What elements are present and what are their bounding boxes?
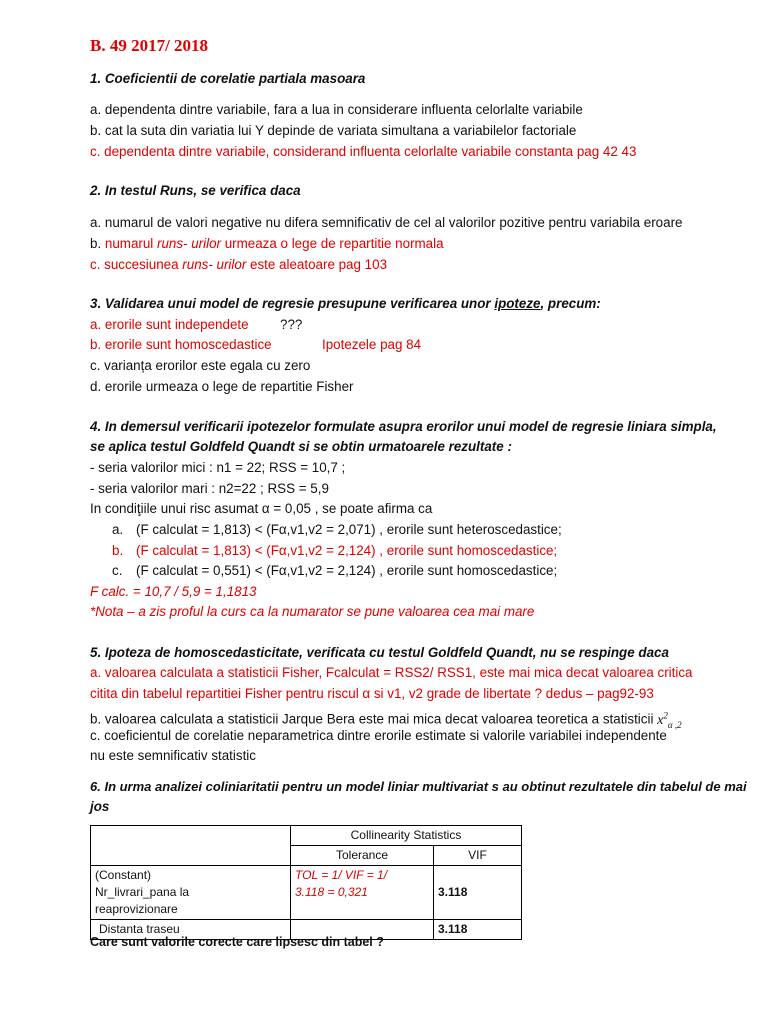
q3-suffix: , precum:: [540, 296, 601, 311]
q4-a-label: a.: [112, 522, 124, 537]
question-4-line-1: 4. In demersul verificarii ipotezelor formulate asupra erorilor unui model de regresie liniara simpla,: [90, 419, 717, 434]
q1-option-c: c. dependenta dintre variabile, considerand influenta celorlalte variabile constanta pag 42 43: [90, 144, 637, 159]
q4-data-line-3: In condiţiile unui risc asumat α = 0,05 , se poate afirma ca: [90, 501, 433, 516]
question-3: [90, 295, 601, 313]
collinearity-table: [90, 825, 522, 940]
table-col-vif: VIF: [434, 846, 522, 866]
q5-option-a-line-1: a. valoarea calculata a statisticii Fisher, Fcalculat = RSS2/ RSS1, este mai mica decat valoarea critica: [90, 665, 693, 680]
q3-b-note: Ipotezele pag 84: [322, 337, 422, 352]
q2-b-text2: urmeaza o lege de repartitie normala: [221, 236, 444, 251]
question-6-line-2: jos: [90, 799, 110, 814]
chi-sup: 2: [663, 710, 668, 720]
table-row-1-vif: 3.118: [434, 866, 522, 920]
q2-b-italic: runs- urilor: [157, 236, 221, 251]
q4-option-a: (F calculat = 1,813) < (Fα,v1,v2 = 2,071) , erorile sunt heteroscedastice;: [136, 522, 562, 537]
q3-a-note: ???: [280, 317, 303, 332]
q2-c-italic: runs- urilor: [182, 257, 247, 272]
table-header-row-1: [91, 826, 522, 846]
q4-data-line-1: - seria valorilor mici : n1 = 22; RSS = 10,7 ;: [90, 460, 346, 475]
q2-c-text1: c. succesiunea: [90, 257, 183, 272]
q4-c-label: c.: [112, 563, 123, 578]
q1-option-b: b. cat la suta din variatia lui Y depinde de variata simultana a variabilelor factoriale: [90, 123, 577, 138]
table-row-2-label: Distanta traseu: [91, 920, 291, 940]
q5-option-a-line-2: citita din tabelul repartitiei Fisher pentru riscul α si v1, v2 grade de libertate ? dedus – pag92-93: [90, 686, 654, 701]
row1-label-line-3: reaprovizionare: [95, 902, 178, 916]
q5-option-c-line-2: nu este semnificativ statistic: [90, 748, 256, 763]
q2-option-b: [90, 235, 444, 253]
q4-calc: F calc. = 10,7 / 5,9 = 1,1813: [90, 584, 257, 599]
q3-option-b: b. erorile sunt homoscedastice: [90, 337, 272, 352]
q2-b-text1: numarul: [101, 236, 157, 251]
q4-nota: *Nota – a zis proful la curs ca la numarator se pune valoarea cea mai mare: [90, 604, 535, 619]
q4-b-label: b.: [112, 543, 124, 558]
q5-b-text: b. valoarea calculata a statisticii Jarque Bera este mai mica decat valoarea teoretica a statisticii: [90, 711, 654, 727]
question-2: 2. In testul Runs, se verifica daca: [90, 183, 301, 198]
table-col-tolerance: Tolerance: [291, 846, 434, 866]
row1-label-line-2: Nr_livrari_pana la: [95, 885, 190, 899]
q4-option-c: (F calculat = 0,551) < (Fα,v1,v2 = 2,124) , erorile sunt homoscedastice;: [136, 563, 558, 578]
question-1: 1. Coeficientii de corelatie partiala masoara: [90, 71, 366, 86]
q5-option-c-line-1: c. coeficientul de corelatie neparametrica dintre erorile estimate si valorile variabilei independente: [90, 728, 667, 743]
q2-option-a: a. numarul de valori negative nu difera semnificativ de cel al valorilor pozitive pentru variabila eroare: [90, 215, 683, 230]
q4-data-line-2: - seria valorilor mari : n2=22 ; RSS = 5,9: [90, 481, 329, 496]
question-6-line-1: 6. In urma analizei coliniaritatii pentru un model liniar multivariat s au obtinut rezultatele din tabelul de mai: [90, 779, 747, 794]
q3-option-d: d. erorile urmeaza o lege de repartitie Fisher: [90, 379, 354, 394]
table-row: [91, 866, 522, 920]
table-group-header: Collinearity Statistics: [291, 826, 522, 846]
q3-underlined: ipoteze: [494, 296, 541, 311]
q3-option-a: a. erorile sunt independete: [90, 317, 249, 332]
table-row-1-label: [91, 866, 291, 920]
question-5: 5. Ipoteza de homoscedasticitate, verificata cu testul Goldfeld Quandt, nu se respinge daca: [90, 645, 669, 660]
q2-c-text2: este aleatoare pag 103: [246, 257, 388, 272]
chi-sub: α ,2: [667, 719, 682, 730]
table-row-2-vif: 3.118: [434, 920, 522, 940]
q6-footer: Care sunt valorile corecte care lipsesc din tabel ?: [90, 935, 384, 949]
row1-label-line-1: (Constant): [95, 868, 152, 882]
table-row-1-tolerance: [291, 866, 434, 920]
q4-option-b: (F calculat = 1,813) < (Fα,v1,v2 = 2,124) , erorile sunt homoscedastice;: [136, 543, 558, 558]
question-4-line-2: se aplica testul Goldfeld Quandt si se obtin urmatoarele rezultate :: [90, 439, 512, 454]
table-corner-cell: [91, 826, 291, 866]
chi-square-symbol: [657, 710, 682, 730]
q2-b-prefix: b.: [90, 236, 102, 251]
q3-prefix: 3. Validarea unui model de regresie presupune verificarea unor: [90, 296, 495, 311]
page-title: B. 49 2017/ 2018: [90, 36, 209, 55]
row1-tol-line-2: 3.118 = 0,321: [295, 885, 368, 899]
row1-tol-line-1: TOL = 1/ VIF = 1/: [295, 868, 388, 882]
chi-letter: x: [657, 712, 664, 728]
q1-option-a: a. dependenta dintre variabile, fara a lua in considerare influenta celorlalte variabile: [90, 102, 583, 117]
q3-option-c: c. varianța erorilor este egala cu zero: [90, 358, 311, 373]
q2-option-c: [90, 256, 387, 274]
